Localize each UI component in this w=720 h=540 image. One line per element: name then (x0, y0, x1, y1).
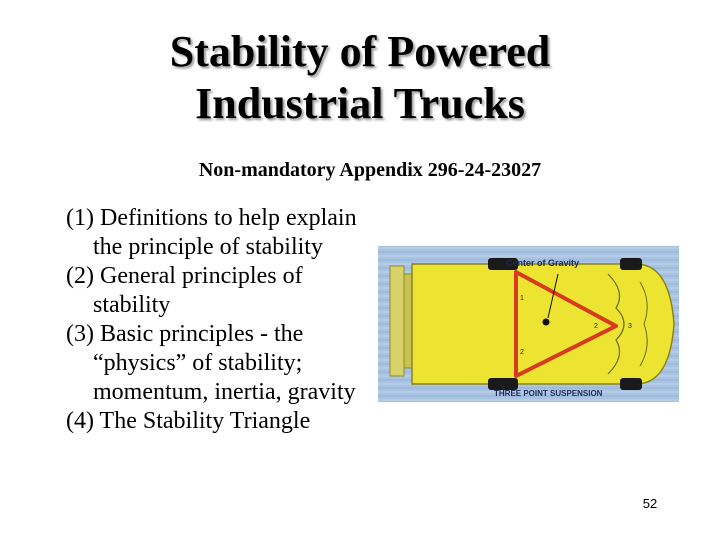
page-number: 52 (642, 496, 658, 511)
cg-label: Center of Gravity (506, 258, 580, 268)
bullet-item (66, 204, 426, 262)
truck-diagram (378, 246, 679, 402)
point-label-1: 1 (520, 295, 524, 302)
truck-body (412, 264, 674, 384)
bullet-continuation: stability (93, 292, 171, 318)
point-label-2: 2 (594, 323, 598, 330)
wheel-rear-left (620, 258, 642, 270)
bullet-item (66, 407, 426, 436)
bullet-list (66, 204, 426, 436)
title-line-2: Industrial Trucks (195, 79, 525, 128)
bullet-text: (2) General principles of (66, 263, 303, 289)
wheel-rear-right (620, 378, 642, 390)
bullet-text: (4) The Stability Triangle (66, 408, 311, 434)
bullet-text: (1) Definitions to help explain (66, 205, 357, 231)
stability-triangle-figure (378, 246, 679, 402)
fork-carriage (390, 266, 404, 376)
bullet-continuation: “physics” of stability; (93, 350, 303, 376)
slide-subtitle: Non-mandatory Appendix 296-24-23027 (198, 159, 542, 181)
fork-upright (404, 274, 412, 368)
bullet-continuation: momentum, inertia, gravity (93, 379, 356, 405)
bullet-item (66, 320, 426, 407)
suspension-label: THREE POINT SUSPENSION (494, 389, 603, 398)
title-line-1: Stability of Powered (169, 27, 551, 76)
point-label-4: 2 (520, 349, 524, 356)
slide-title (0, 26, 720, 130)
point-label-3: 3 (628, 323, 632, 330)
bullet-item (66, 262, 426, 320)
center-of-gravity-dot (543, 319, 550, 326)
bullet-continuation: the principle of stability (93, 234, 323, 260)
bullet-text: (3) Basic principles - the (66, 321, 304, 347)
